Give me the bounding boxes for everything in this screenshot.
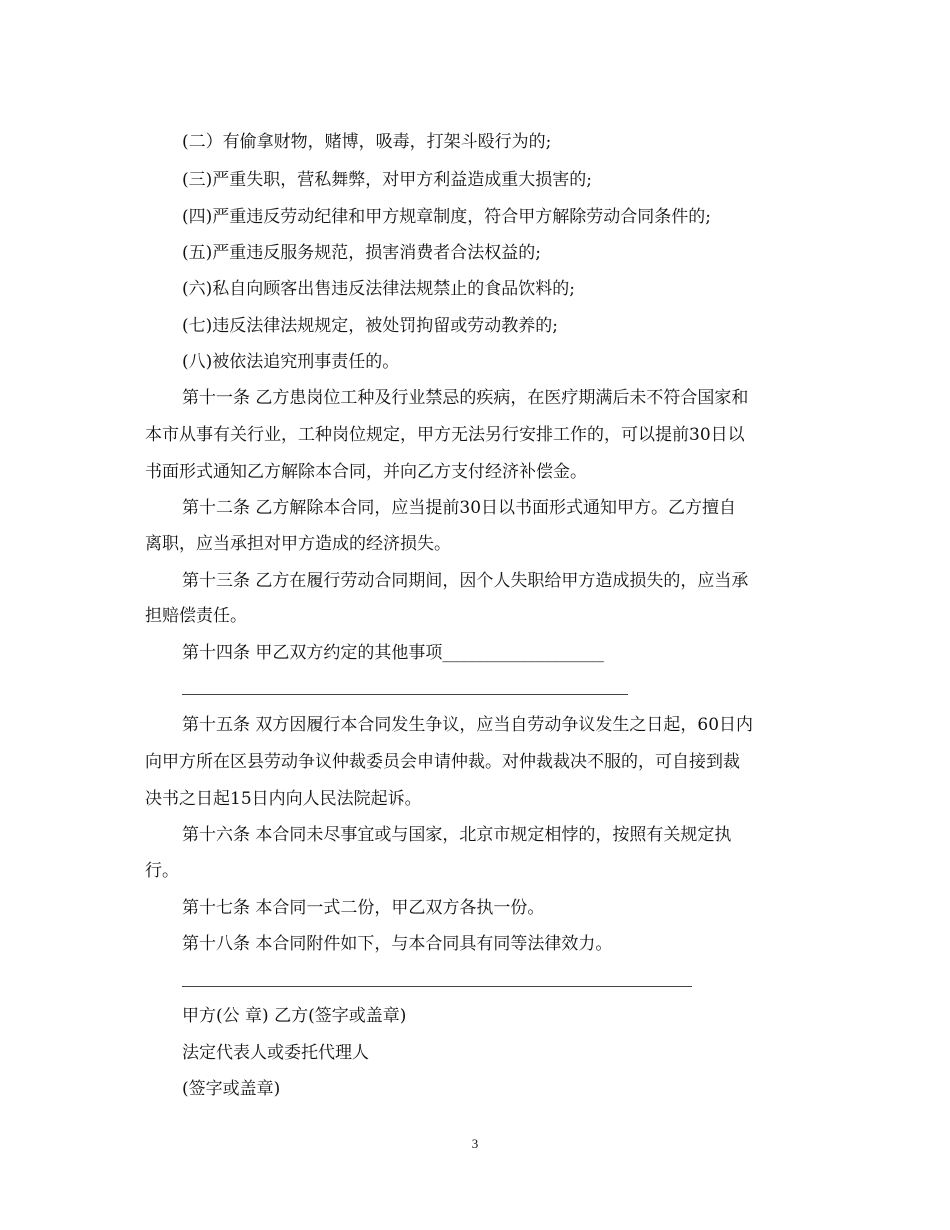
article-11-line-2: 本市从事有关行业，工种岗位规定，甲方无法另行安排工作的，可以提前30日以 xyxy=(145,425,745,445)
article-11-line-3: 书面形式通知乙方解除本合同，并向乙方支付经济补偿金。 xyxy=(145,462,587,482)
article-16-line-1: 第十六条 本合同未尽事宜或与国家，北京市规定相悖的，按照有关规定执 xyxy=(182,825,732,845)
article-18: 第十八条 本合同附件如下，与本合同具有同等法律效力。 xyxy=(182,934,613,954)
clause-item-6: (六)私自向顾客出售违反法律法规禁止的食品饮料的; xyxy=(182,279,575,299)
article-15-line-1: 第十五条 双方因履行本合同发生争议，应当自劳动争议发生之日起，60日内 xyxy=(182,715,754,735)
clause-item-5: (五)严重违反服务规范，损害消费者合法权益的; xyxy=(182,243,541,263)
signature-representative-line: 法定代表人或委托代理人 xyxy=(182,1043,369,1063)
blank-fill-line xyxy=(182,694,628,695)
attachment-fill-line xyxy=(182,986,692,987)
article-12-line-1: 第十二条 乙方解除本合同，应当提前30日以书面形式通知甲方。乙方擅自 xyxy=(182,498,737,518)
article-16-line-2: 行。 xyxy=(145,861,179,881)
article-13-line-2: 担赔偿责任。 xyxy=(145,606,247,626)
page-number: 3 xyxy=(471,1136,479,1151)
article-11-line-1: 第十一条 乙方患岗位工种及行业禁忌的疾病，在医疗期满后未不符合国家和 xyxy=(182,388,749,408)
article-13-line-1: 第十三条 乙方在履行劳动合同期间，因个人失职给甲方造成损失的，应当承 xyxy=(182,571,749,591)
article-14: 第十四条 甲乙双方约定的其他事项___________________ xyxy=(182,643,604,663)
clause-item-8: (八)被依法追究刑事责任的。 xyxy=(182,352,400,372)
clause-item-4: (四)严重违反劳动纪律和甲方规章制度，符合甲方解除劳动合同条件的; xyxy=(182,207,711,227)
article-17: 第十七条 本合同一式二份，甲乙双方各执一份。 xyxy=(182,898,545,918)
clause-item-3: (三)严重失职，营私舞弊，对甲方利益造成重大损害的; xyxy=(182,170,592,190)
signature-seal-line: (签字或盖章) xyxy=(182,1079,281,1099)
article-12-line-2: 离职，应当承担对甲方造成的经济损失。 xyxy=(145,534,451,554)
signature-party-line: 甲方(公 章) 乙方(签字或盖章) xyxy=(182,1006,407,1026)
clause-item-7: (七)违反法律法规规定，被处罚拘留或劳动教养的; xyxy=(182,316,558,336)
article-15-line-3: 决书之日起15日内向人民法院起诉。 xyxy=(145,789,422,809)
clause-item-2: (二）有偷拿财物，赌博，吸毒，打架斗殴行为的; xyxy=(182,132,552,152)
article-15-line-2: 向甲方所在区县劳动争议仲裁委员会申请仲裁。对仲裁裁决不服的，可自接到裁 xyxy=(145,752,740,772)
